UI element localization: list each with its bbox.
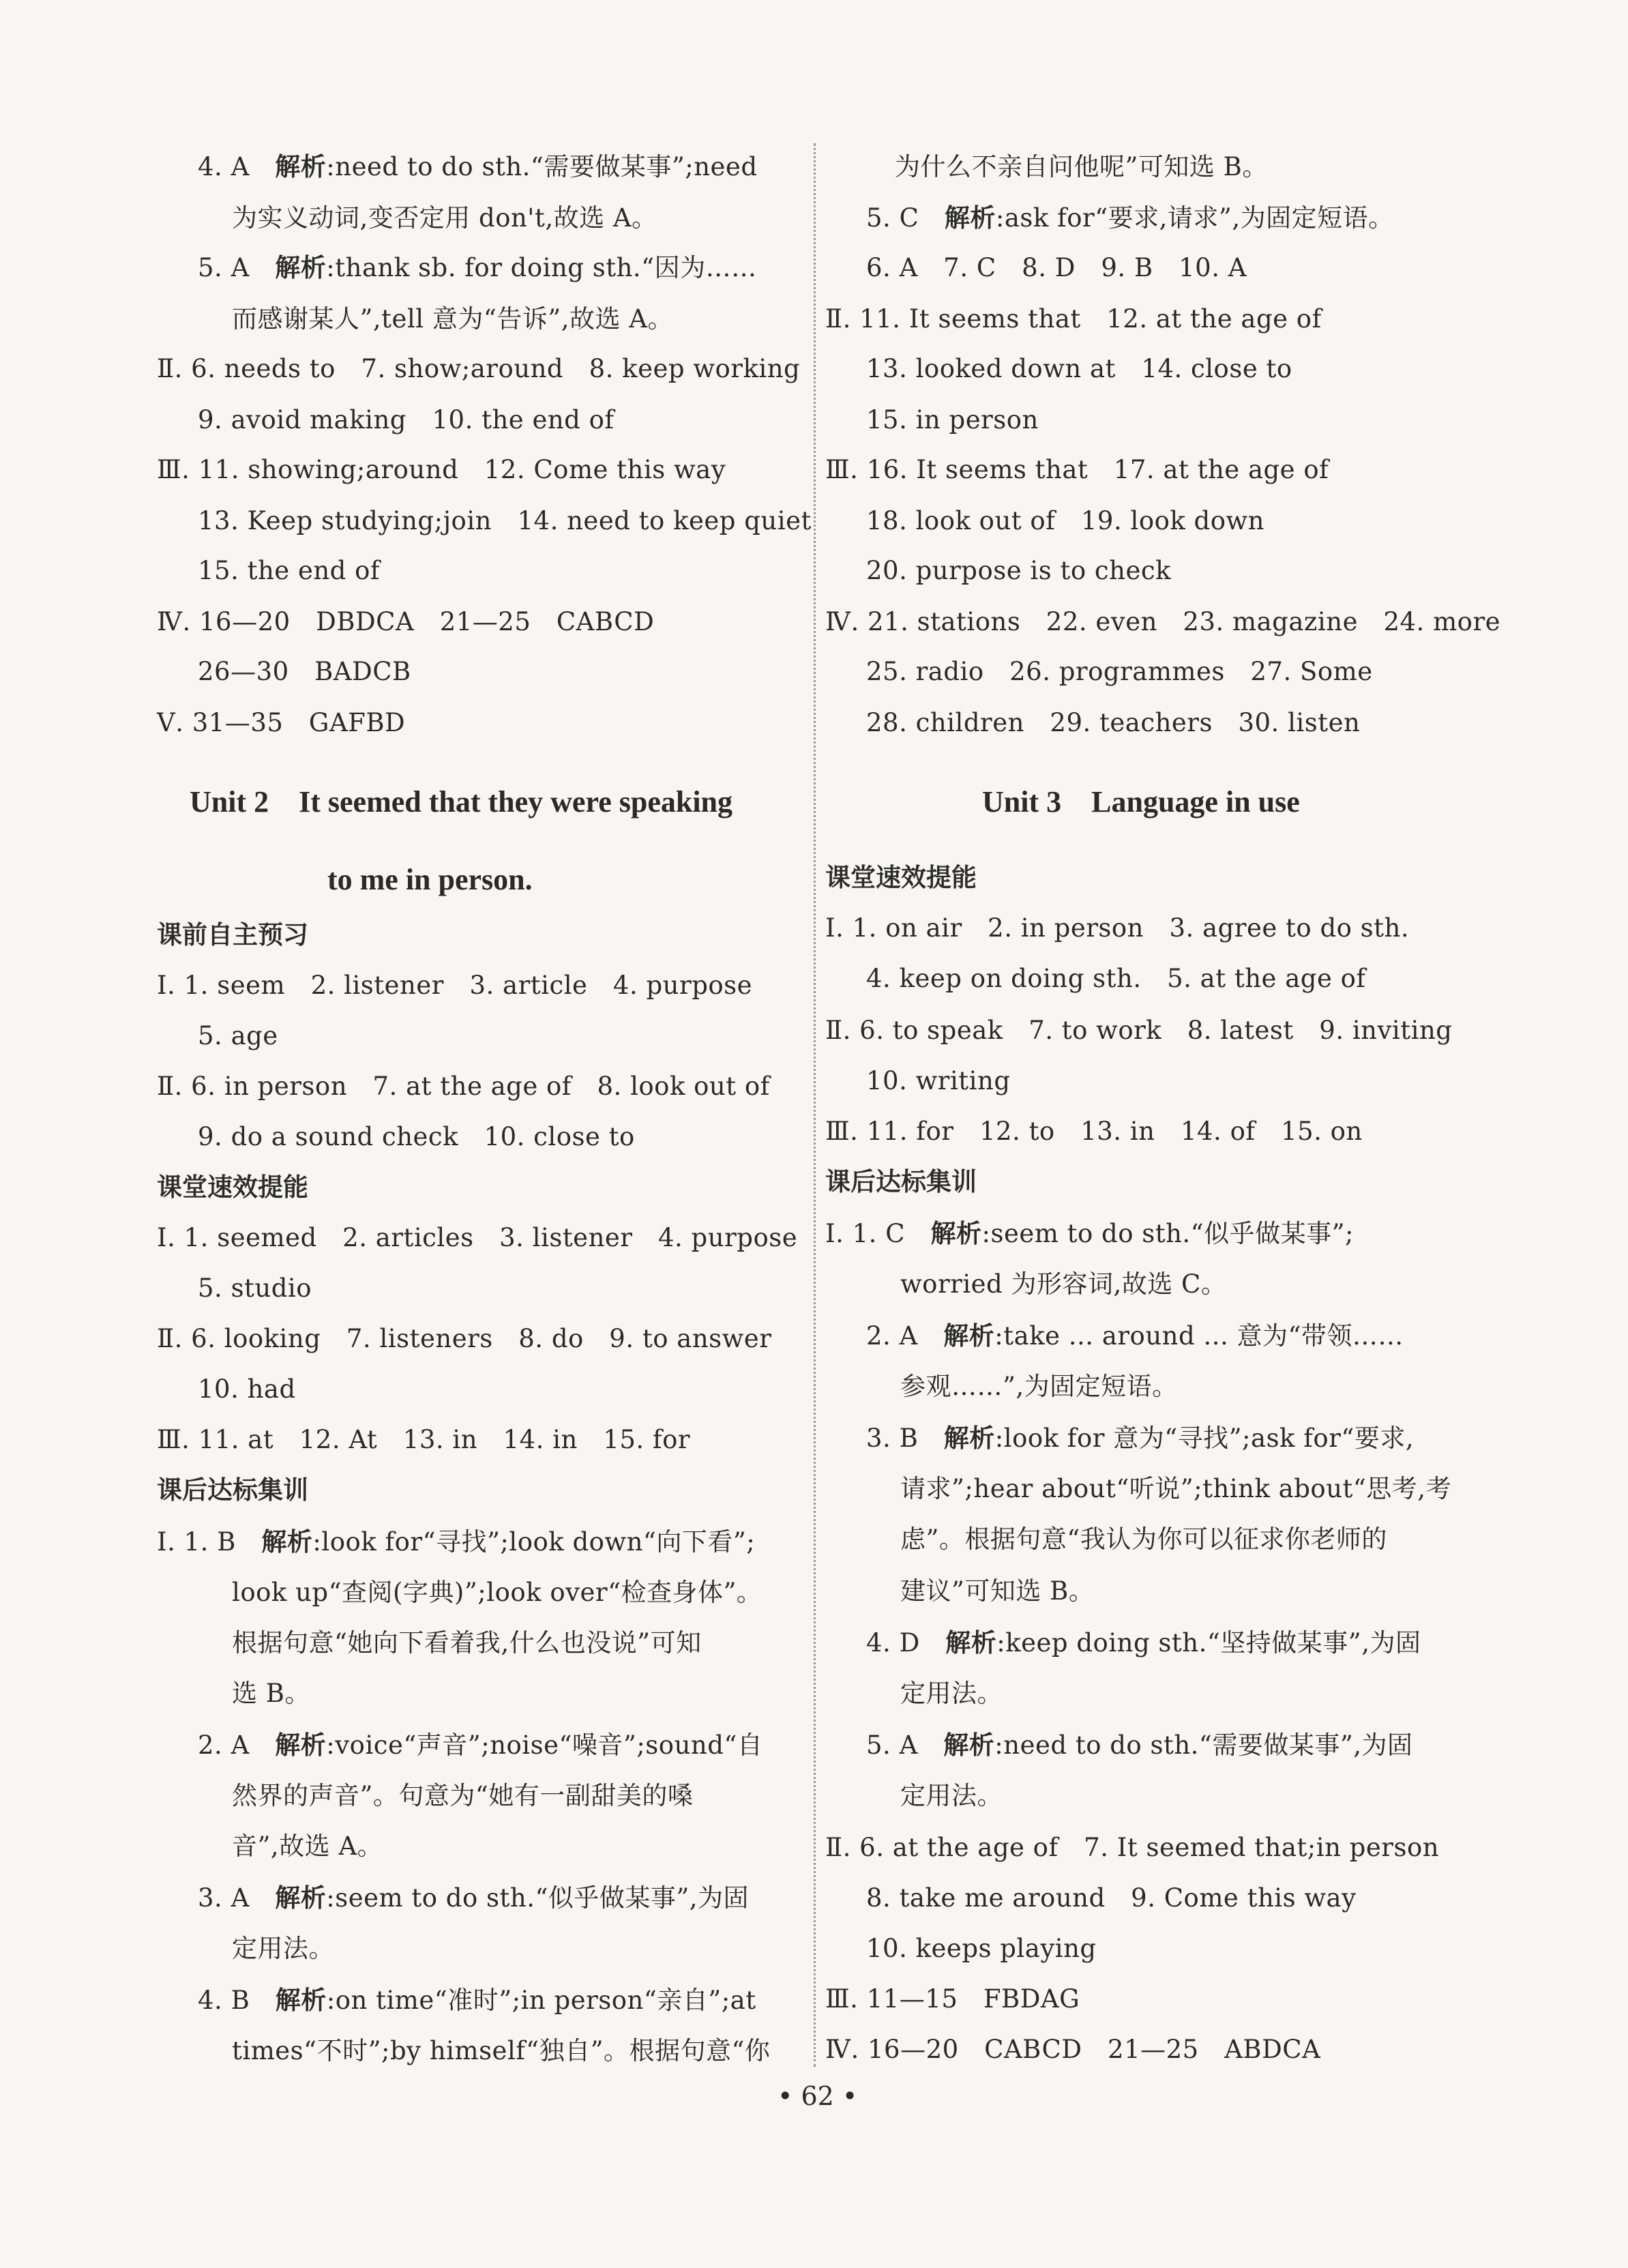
answer-line: Ⅰ. 1. seemed 2. articles 3. listener 4. purpose (157, 1223, 798, 1252)
section-heading: 课堂速效提能 (825, 863, 977, 892)
answer-line: 15. the end of (198, 556, 381, 585)
answer-line: 13. Keep studying;join 14. need to keep quiet (198, 506, 812, 535)
answer-line: 定用法。 (232, 1934, 334, 1963)
answer-line: Ⅱ. 6. at the age of 7. It seemed that;in person (825, 1833, 1440, 1862)
page-number: • 62 • (778, 2081, 858, 2111)
answer-line: 选 B。 (232, 1679, 310, 1708)
answer-line: 9. avoid making 10. the end of (198, 405, 615, 435)
answer-line: 参观……”,为固定短语。 (900, 1372, 1178, 1401)
answer-line: worried 为形容词,故选 C。 (900, 1269, 1227, 1299)
answer-line: Ⅱ. 6. to speak 7. to work 8. latest 9. inviting (825, 1016, 1453, 1045)
unit-title-line-2: to me in person. (327, 863, 533, 896)
answer-line: Ⅲ. 16. It seems that 17. at the age of (825, 455, 1329, 484)
answer-line: Ⅲ. 11. showing;around 12. Come this way (157, 455, 726, 484)
answer-line: Ⅱ. 11. It seems that 12. at the age of (825, 304, 1322, 334)
section-heading: 课后达标集训 (157, 1475, 308, 1505)
answer-line: 15. in person (866, 405, 1039, 435)
answer-line: 10. had (198, 1374, 296, 1404)
answer-line: 然界的声音”。句意为“她有一副甜美的嗓 (232, 1781, 694, 1810)
answer-line: 5. A 解析:thank sb. for doing sth.“因为…… (198, 253, 757, 282)
answer-line: 3. B 解析:look for 意为“寻找”;ask for“要求, (866, 1424, 1415, 1453)
answer-line: 5. C 解析:ask for“要求,请求”,为固定短语。 (866, 203, 1394, 233)
answer-line: Ⅳ. 21. stations 22. even 23. magazine 24. more (825, 607, 1501, 636)
section-heading: 课堂速效提能 (157, 1173, 308, 1202)
answer-line: 根据句意“她向下看着我,什么也没说”可知 (232, 1628, 702, 1658)
unit-title: Unit 3 Language in use (982, 785, 1300, 819)
unit-title-line-1: Unit 2 It seemed that they were speaking (190, 785, 733, 819)
answer-line: Ⅲ. 11—15 FBDAG (825, 1984, 1080, 2014)
column-divider (814, 143, 816, 2067)
answer-line: 18. look out of 19. look down (866, 506, 1265, 535)
answer-line: look up“查阅(字典)”;look over“检查身体”。 (232, 1578, 763, 1607)
answer-line: 4. keep on doing sth. 5. at the age of (866, 964, 1366, 993)
answer-line: Ⅳ. 16—20 CABCD 21—25 ABDCA (825, 2035, 1321, 2064)
answer-line: 5. A 解析:need to do sth.“需要做某事”,为固 (866, 1731, 1413, 1760)
answer-line: times“不时”;by himself“独自”。根据句意“你 (232, 2036, 771, 2065)
answer-line: 而感谢某人”,tell 意为“告诉”,故选 A。 (232, 304, 673, 334)
answer-line: 25. radio 26. programmes 27. Some (866, 657, 1373, 686)
answer-line: 2. A 解析:voice“声音”;noise“噪音”;sound“自 (198, 1731, 763, 1760)
answer-line: 10. keeps playing (866, 1934, 1097, 1963)
answer-line: 26—30 BADCB (198, 657, 411, 686)
answer-line: Ⅱ. 6. needs to 7. show;around 8. keep working (157, 354, 801, 383)
answer-line: 28. children 29. teachers 30. listen (866, 708, 1361, 737)
answer-line: 9. do a sound check 10. close to (198, 1122, 635, 1151)
answer-line: 13. looked down at 14. close to (866, 354, 1292, 383)
answer-line: 5. age (198, 1021, 278, 1050)
answer-line: 定用法。 (900, 1781, 1003, 1810)
answer-line: Ⅲ. 11. at 12. At 13. in 14. in 15. for (157, 1425, 691, 1454)
answer-line: 4. B 解析:on time“准时”;in person“亲自”;at (198, 1986, 756, 2015)
answer-line: 3. A 解析:seem to do sth.“似乎做某事”,为固 (198, 1883, 750, 1913)
answer-line: Ⅳ. 16—20 DBDCA 21—25 CABCD (157, 607, 655, 636)
answer-line: 虑”。根据句意“我认为你可以征求你老师的 (900, 1525, 1387, 1554)
answer-line: 为什么不亲自问他呢”可知选 B。 (895, 152, 1268, 181)
answer-line: Ⅰ. 1. seem 2. listener 3. article 4. purpose (157, 971, 753, 1000)
answer-line: 为实义动词,变否定用 don't,故选 A。 (232, 203, 657, 233)
answer-line: 2. A 解析:take ... around ... 意为“带领…… (866, 1321, 1404, 1351)
answer-line: 建议”可知选 B。 (900, 1576, 1095, 1606)
answer-line: Ⅱ. 6. looking 7. listeners 8. do 9. to answer (157, 1324, 772, 1353)
answer-line: Ⅲ. 11. for 12. to 13. in 14. of 15. on (825, 1117, 1363, 1146)
answer-line: 20. purpose is to check (866, 556, 1171, 585)
section-heading: 课前自主预习 (157, 920, 308, 949)
answer-line: Ⅰ. 1. on air 2. in person 3. agree to do sth. (825, 913, 1410, 943)
answer-line: Ⅴ. 31—35 GAFBD (157, 708, 406, 737)
answer-line: Ⅰ. 1. B 解析:look for“寻找”;look down“向下看”; (157, 1527, 756, 1557)
answer-line: Ⅰ. 1. C 解析:seem to do sth.“似乎做某事”; (825, 1219, 1354, 1248)
answer-line: 请求”;hear about“听说”;think about“思考,考 (900, 1474, 1452, 1503)
section-heading: 课后达标集训 (825, 1167, 977, 1196)
answer-line: 5. studio (198, 1273, 312, 1303)
answer-line: Ⅱ. 6. in person 7. at the age of 8. look out of (157, 1072, 770, 1101)
answer-line: 音”,故选 A。 (232, 1831, 383, 1861)
answer-line: 定用法。 (900, 1679, 1003, 1708)
answer-line: 4. D 解析:keep doing sth.“坚持做某事”,为固 (866, 1628, 1421, 1658)
answer-line: 6. A 7. C 8. D 9. B 10. A (866, 253, 1247, 282)
answer-line: 10. writing (866, 1066, 1011, 1095)
answer-line: 4. A 解析:need to do sth.“需要做某事”;need (198, 152, 758, 181)
answer-line: 8. take me around 9. Come this way (866, 1883, 1357, 1913)
